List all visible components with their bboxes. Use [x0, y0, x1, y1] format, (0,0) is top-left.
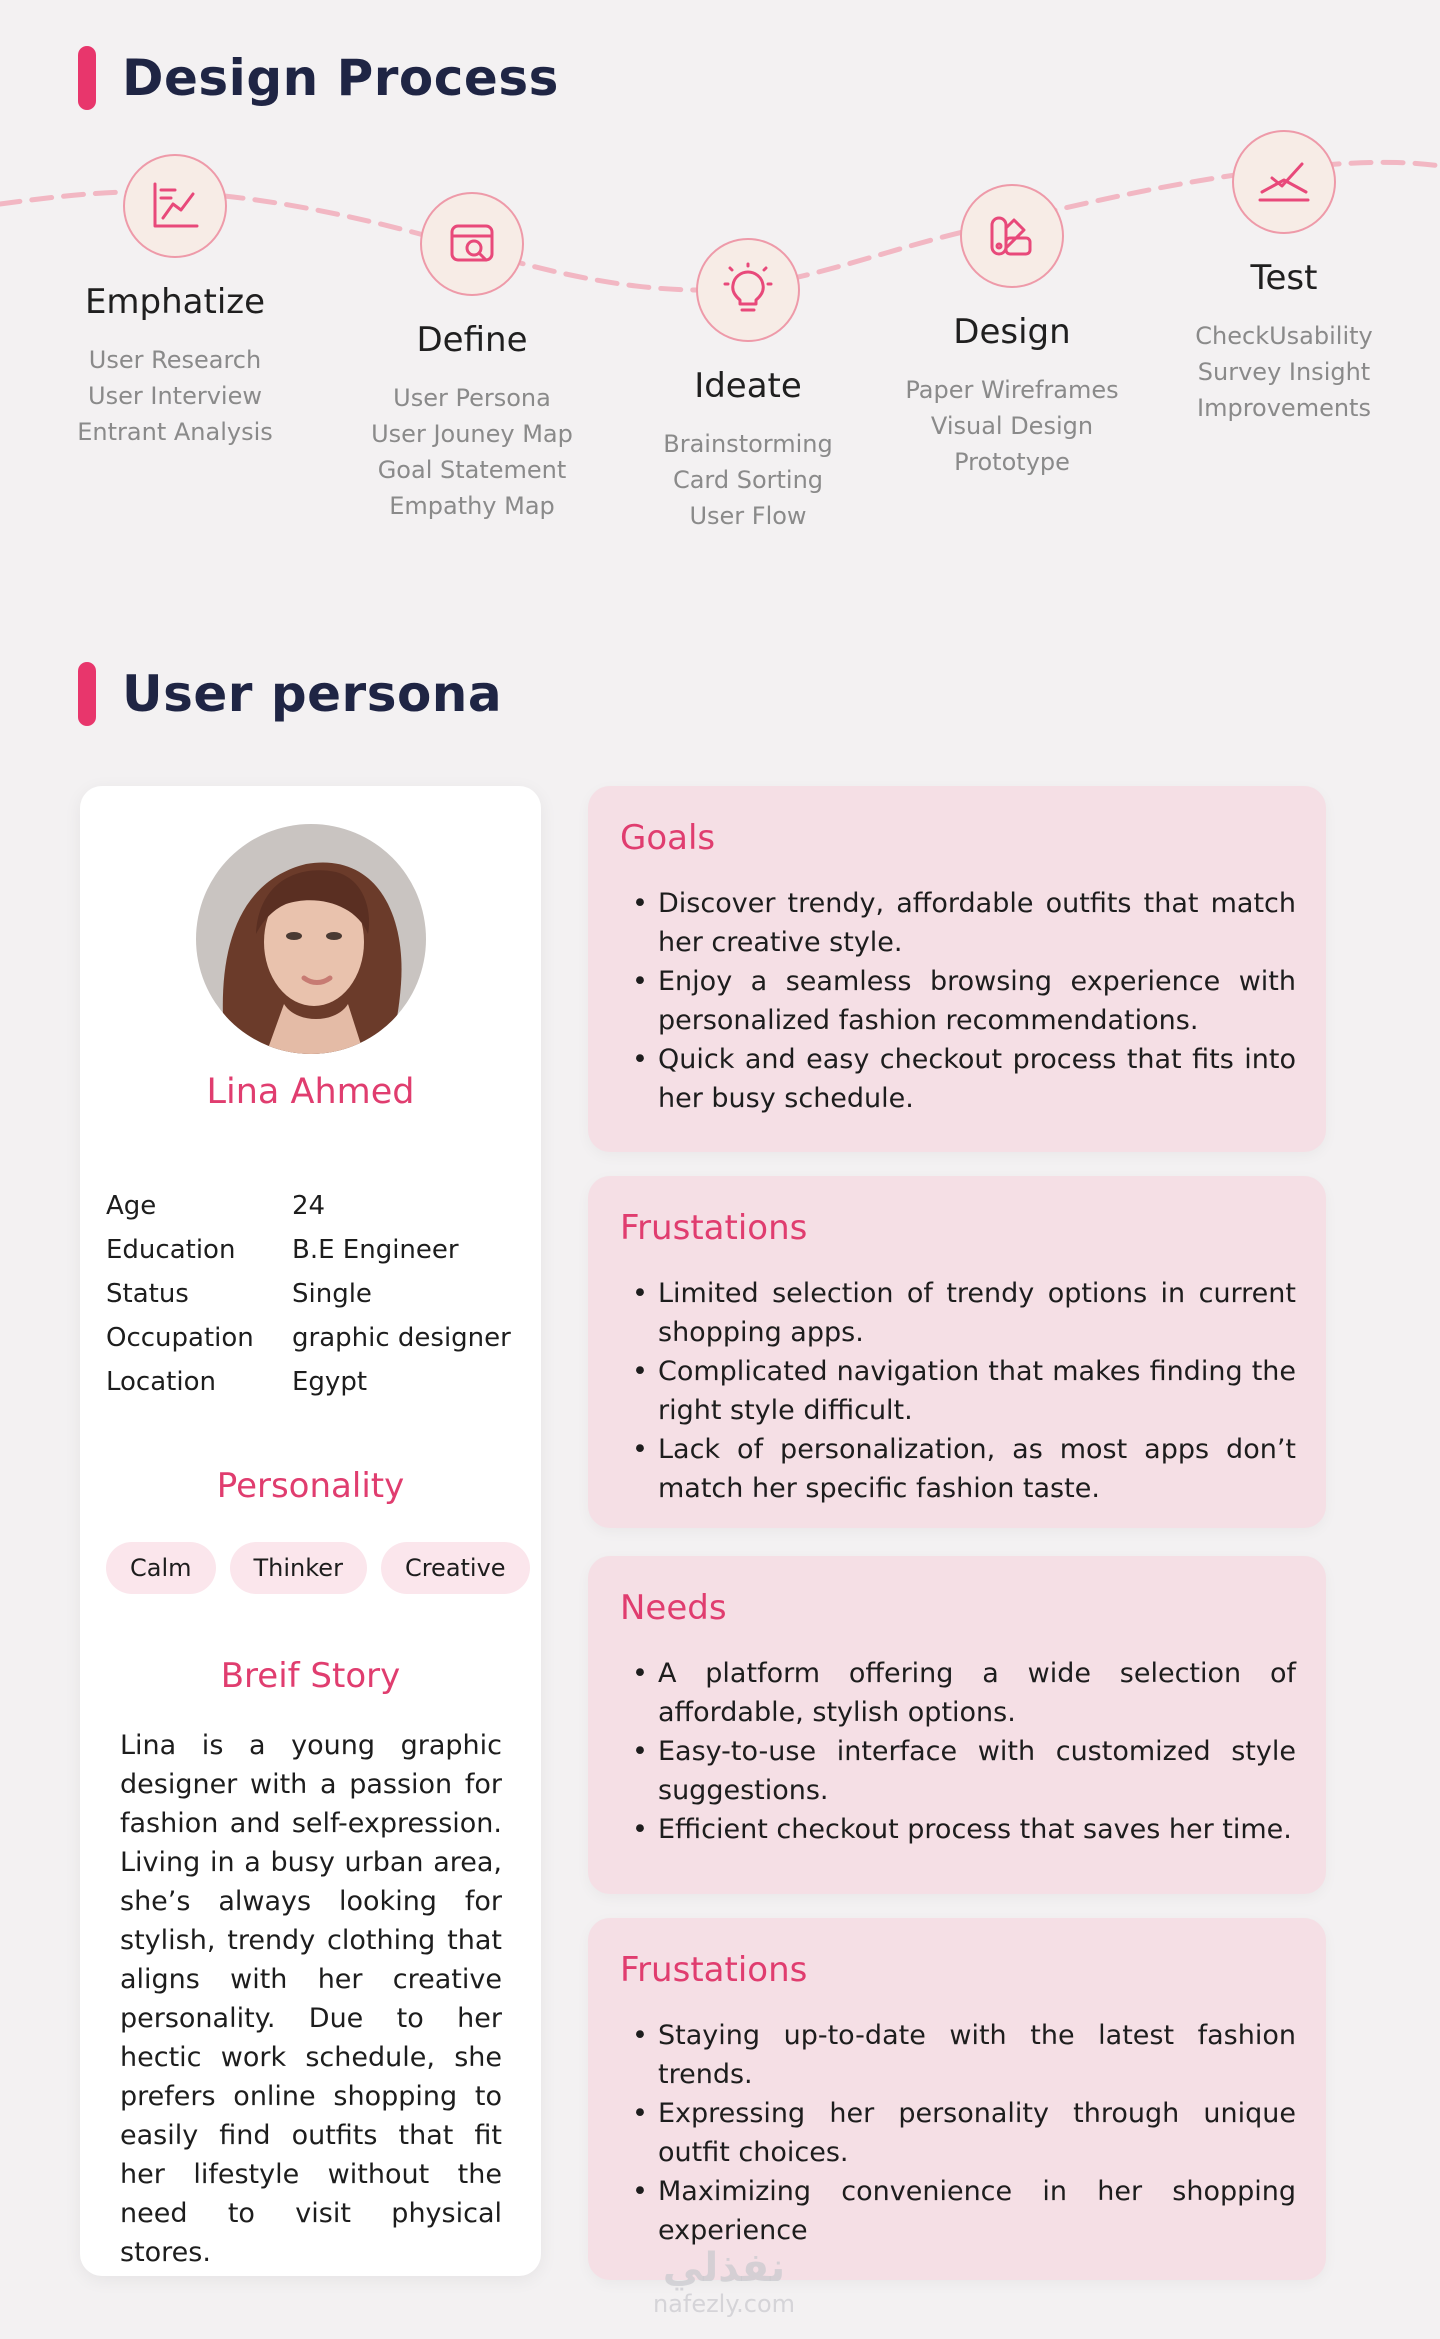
- box-list: [620, 1274, 1296, 1508]
- step-name: Ideate: [694, 366, 802, 406]
- story-text: Lina is a young graphic designer with a passion for fashion and self-expression. Living in a busy urban area, she’s always looking for stylish, trendy clothing that aligns with her creative personality. Due to her hectic work schedule, she prefers online shopping to easily find outfits that fit her lifestyle without the need to visit physical stores.: [120, 1730, 502, 2268]
- list-item: • Staying up-to-date with the latest fashion trends.: [620, 2016, 1296, 2094]
- list-item: • Expressing her personality through unique outfit choices.: [620, 2094, 1296, 2172]
- step-item: CheckUsability: [1195, 322, 1373, 350]
- step-name: Design: [953, 312, 1071, 352]
- step-ideate: [618, 238, 878, 534]
- document-search-icon: [420, 192, 524, 296]
- info-value: 24: [292, 1191, 326, 1221]
- info-value: B.E Engineer: [292, 1235, 459, 1265]
- step-item: Improvements: [1197, 394, 1371, 422]
- user-persona-header: [78, 662, 502, 726]
- list-item: • Discover trendy, affordable outfits that match her creative style.: [620, 884, 1296, 962]
- shapes-icon: [960, 184, 1064, 288]
- check-icon: [1232, 130, 1336, 234]
- box-title: Goals: [620, 818, 716, 858]
- chart-icon: [123, 154, 227, 258]
- frustrations-box: [588, 1176, 1326, 1528]
- lightbulb-icon: [696, 238, 800, 342]
- step-item: Survey Insight: [1197, 358, 1371, 386]
- info-key: Education: [106, 1235, 236, 1265]
- info-row-location: [106, 1360, 511, 1404]
- step-item: Goal Statement: [377, 456, 567, 484]
- info-key: Location: [106, 1367, 216, 1397]
- info-row-education: [106, 1228, 511, 1272]
- list-item: • Enjoy a seamless browsing experience with personalized fashion recommendations.: [620, 962, 1296, 1040]
- step-item: Paper Wireframes: [905, 376, 1119, 404]
- info-key: Status: [106, 1279, 189, 1309]
- persona-profile-card: [80, 786, 541, 2276]
- box-title: Frustations: [620, 1208, 808, 1248]
- step-item: Visual Design: [930, 412, 1094, 440]
- step-item: User Research: [88, 346, 262, 374]
- needs-box: [588, 1556, 1326, 1894]
- box-title: Needs: [620, 1588, 727, 1628]
- step-item: Card Sorting: [672, 466, 824, 494]
- user-persona-title: User persona: [122, 665, 503, 723]
- info-value: graphic designer: [292, 1323, 511, 1353]
- step-emphatize: [45, 154, 305, 450]
- goals-box: [588, 786, 1326, 1152]
- story-heading: Breif Story: [220, 1656, 401, 1696]
- list-item: • Complicated navigation that makes finding the right style difficult.: [620, 1352, 1296, 1430]
- step-design: [882, 184, 1142, 480]
- box-list: [620, 1654, 1296, 1849]
- box-list: [620, 2016, 1296, 2250]
- info-row-occupation: [106, 1316, 511, 1360]
- step-item: Prototype: [954, 448, 1070, 476]
- trait-chip: Creative: [381, 1542, 530, 1594]
- info-key: Age: [106, 1191, 157, 1221]
- watermark: [634, 2246, 814, 2318]
- step-item: User Interview: [88, 382, 262, 410]
- list-item: • A platform offering a wide selection of affordable, stylish options.: [620, 1654, 1296, 1732]
- info-row-status: [106, 1272, 511, 1316]
- persona-name: Lina Ahmed: [206, 1072, 415, 1112]
- info-row-age: [106, 1184, 511, 1228]
- title-accent-bar: [78, 662, 96, 726]
- info-value: Single: [292, 1279, 372, 1309]
- info-value: Egypt: [292, 1367, 368, 1397]
- box-list: [620, 884, 1296, 1118]
- motivations-box: [588, 1918, 1326, 2280]
- design-process-title: Design Process: [122, 49, 559, 107]
- watermark-arabic: نفذلي: [662, 2245, 786, 2291]
- step-name: Emphatize: [84, 282, 266, 322]
- step-item: User Jouney Map: [371, 420, 573, 448]
- watermark-latin: nafezly.com: [652, 2290, 796, 2318]
- info-key: Occupation: [106, 1323, 254, 1353]
- step-item: Brainstorming: [663, 430, 833, 458]
- list-item: • Quick and easy checkout process that fits into her busy schedule.: [620, 1040, 1296, 1118]
- step-define: [342, 192, 602, 524]
- trait-chip: Calm: [106, 1542, 216, 1594]
- list-item: • Easy-to-use interface with customized style suggestions.: [620, 1732, 1296, 1810]
- step-name: Test: [1250, 258, 1318, 298]
- persona-info-list: [106, 1184, 511, 1404]
- box-title: Frustations: [620, 1950, 808, 1990]
- step-item: User Persona: [393, 384, 551, 412]
- step-test: [1154, 130, 1414, 426]
- personality-heading: Personality: [216, 1466, 405, 1506]
- trait-chip: Thinker: [230, 1542, 367, 1594]
- list-item: • Lack of personalization, as most apps don’t match her specific fashion taste.: [620, 1430, 1296, 1508]
- step-name: Define: [416, 320, 528, 360]
- avatar: [196, 824, 426, 1054]
- list-item: • Efficient checkout process that saves her time.: [620, 1810, 1296, 1849]
- personality-traits: [106, 1542, 530, 1594]
- step-item: User Flow: [689, 502, 807, 530]
- step-item: Empathy Map: [389, 492, 555, 520]
- list-item: • Maximizing convenience in her shopping experience: [620, 2172, 1296, 2250]
- step-item: Entrant Analysis: [77, 418, 273, 446]
- list-item: • Limited selection of trendy options in current shopping apps.: [620, 1274, 1296, 1352]
